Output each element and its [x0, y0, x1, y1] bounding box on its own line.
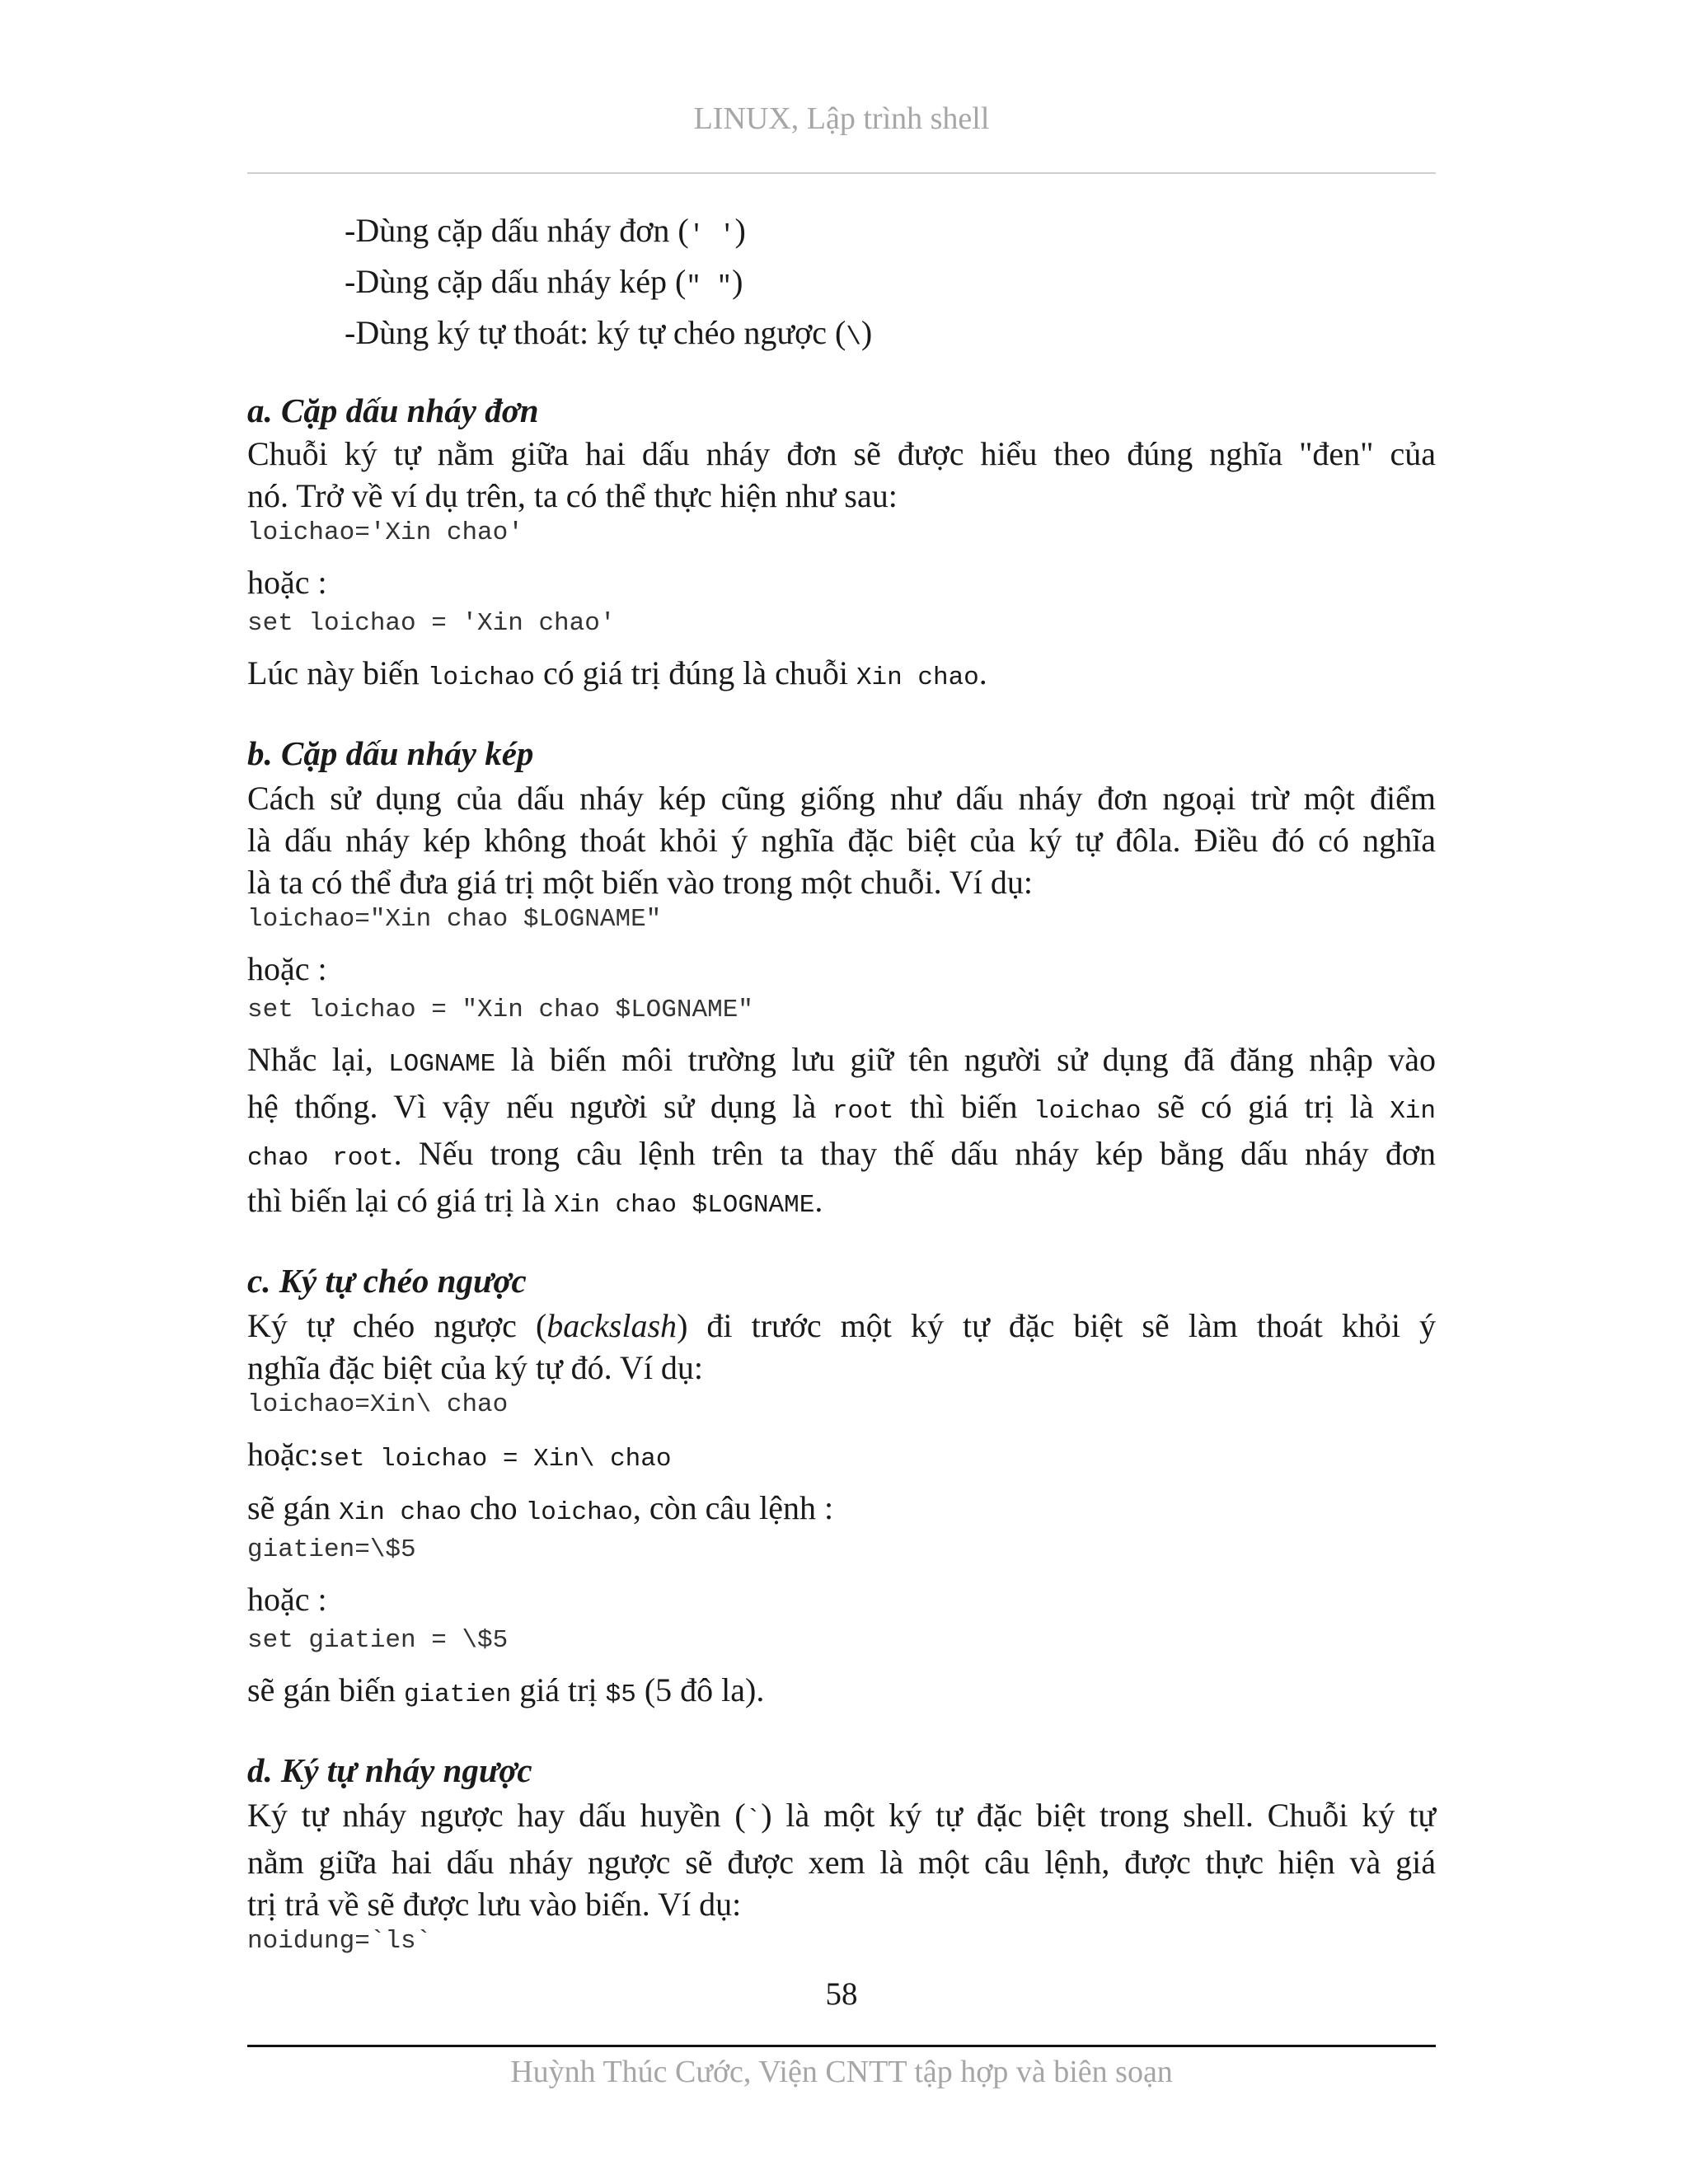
code-line: set loichao = 'Xin chao' [247, 609, 616, 638]
quote-methods-list [247, 209, 1436, 354]
page-number: 58 [825, 1976, 858, 2012]
list-item: -Dùng ký tự thoát: ký tự chéo ngược (\) [345, 314, 873, 352]
footer-divider [247, 2045, 1436, 2047]
paragraph-line: hoặc:set loichao = Xin\ chao [247, 1436, 672, 1474]
paragraph-line: hệ thống. Vì vậy nếu người sử dụng là root thì biến loichao sẽ có giá trị là Xin [247, 1088, 1436, 1126]
code-line: set loichao = "Xin chao $LOGNAME" [247, 996, 753, 1024]
paragraph-line: là dấu nháy kép không thoát khỏi ý nghĩa đặc biệt của ký tự đôla. Điều đó có nghĩa [247, 822, 1436, 859]
paragraph-line: Ký tự nháy ngược hay dấu huyền (`) là một ký tự đặc biệt trong shell. Chuỗi ký tự [247, 1797, 1436, 1835]
running-footer: Huỳnh Thúc Cước, Viện CNTT tập hợp và biên soạn [510, 2055, 1173, 2089]
paragraph-line: Nhắc lại, LOGNAME là biến môi trường lưu giữ tên người sử dụng đã đăng nhập vào [247, 1041, 1436, 1079]
paragraph-line: Chuỗi ký tự nằm giữa hai dấu nháy đơn sẽ được hiểu theo đúng nghĩa "đen" của [247, 435, 1436, 472]
paragraph-line: hoặc : [247, 564, 327, 601]
page-body [247, 209, 1436, 1958]
paragraph-line: nó. Trở về ví dụ trên, ta có thể thực hiện như sau: [247, 477, 898, 514]
paragraph-line: chao root. Nếu trong câu lệnh trên ta thay thế dấu nháy kép bằng dấu nháy đơn [247, 1135, 1436, 1173]
code-line: loichao=Xin\ chao [247, 1390, 509, 1419]
paragraph-line: trị trả về sẽ được lưu vào biến. Ví dụ: [247, 1886, 742, 1923]
code-line: giatien=\$5 [247, 1535, 416, 1564]
list-item: -Dùng cặp dấu nháy đơn (' ') [345, 212, 746, 250]
paragraph-line: hoặc : [247, 950, 327, 987]
paragraph-line: sẽ gán biến giatien giá trị $5 (5 đô la). [247, 1671, 765, 1709]
section-heading-c: c. Ký tự chéo ngược [247, 1262, 527, 1300]
paragraph-line: Cách sử dụng của dấu nháy kép cũng giống như dấu nháy đơn ngoại trừ một điểm [247, 780, 1436, 817]
paragraph-line: Lúc này biến loichao có giá trị đúng là chuỗi Xin chao. [247, 654, 987, 692]
header-divider [247, 172, 1436, 174]
paragraph-line: nghĩa đặc biệt của ký tự đó. Ví dụ: [247, 1349, 704, 1386]
paragraph-line: nằm giữa hai dấu nháy ngược sẽ được xem là một câu lệnh, được thực hiện và giá [247, 1844, 1436, 1881]
section-heading-a: a. Cặp dấu nháy đơn [247, 391, 539, 429]
running-header: LINUX, Lập trình shell [693, 101, 990, 136]
paragraph-line: là ta có thể đưa giá trị một biến vào trong một chuỗi. Ví dụ: [247, 864, 1033, 901]
section-heading-d: d. Ký tự nháy ngược [247, 1751, 532, 1789]
paragraph-line: hoặc : [247, 1581, 327, 1618]
list-item: -Dùng cặp dấu nháy kép (" ") [345, 263, 743, 301]
paragraph-line: thì biến lại có giá trị là Xin chao $LOGNAME. [247, 1182, 823, 1220]
section-heading-b: b. Cặp dấu nháy kép [247, 734, 534, 772]
code-line: loichao='Xin chao' [247, 518, 523, 547]
paragraph-line: Ký tự chéo ngược (backslash) đi trước một ký tự đặc biệt sẽ làm thoát khỏi ý [247, 1307, 1437, 1344]
paragraph-line: sẽ gán Xin chao cho loichao, còn câu lệnh : [247, 1489, 834, 1527]
code-line: loichao="Xin chao $LOGNAME" [247, 905, 662, 934]
code-line: noidung=`ls` [247, 1927, 432, 1956]
code-line: set giatien = \$5 [247, 1626, 509, 1655]
